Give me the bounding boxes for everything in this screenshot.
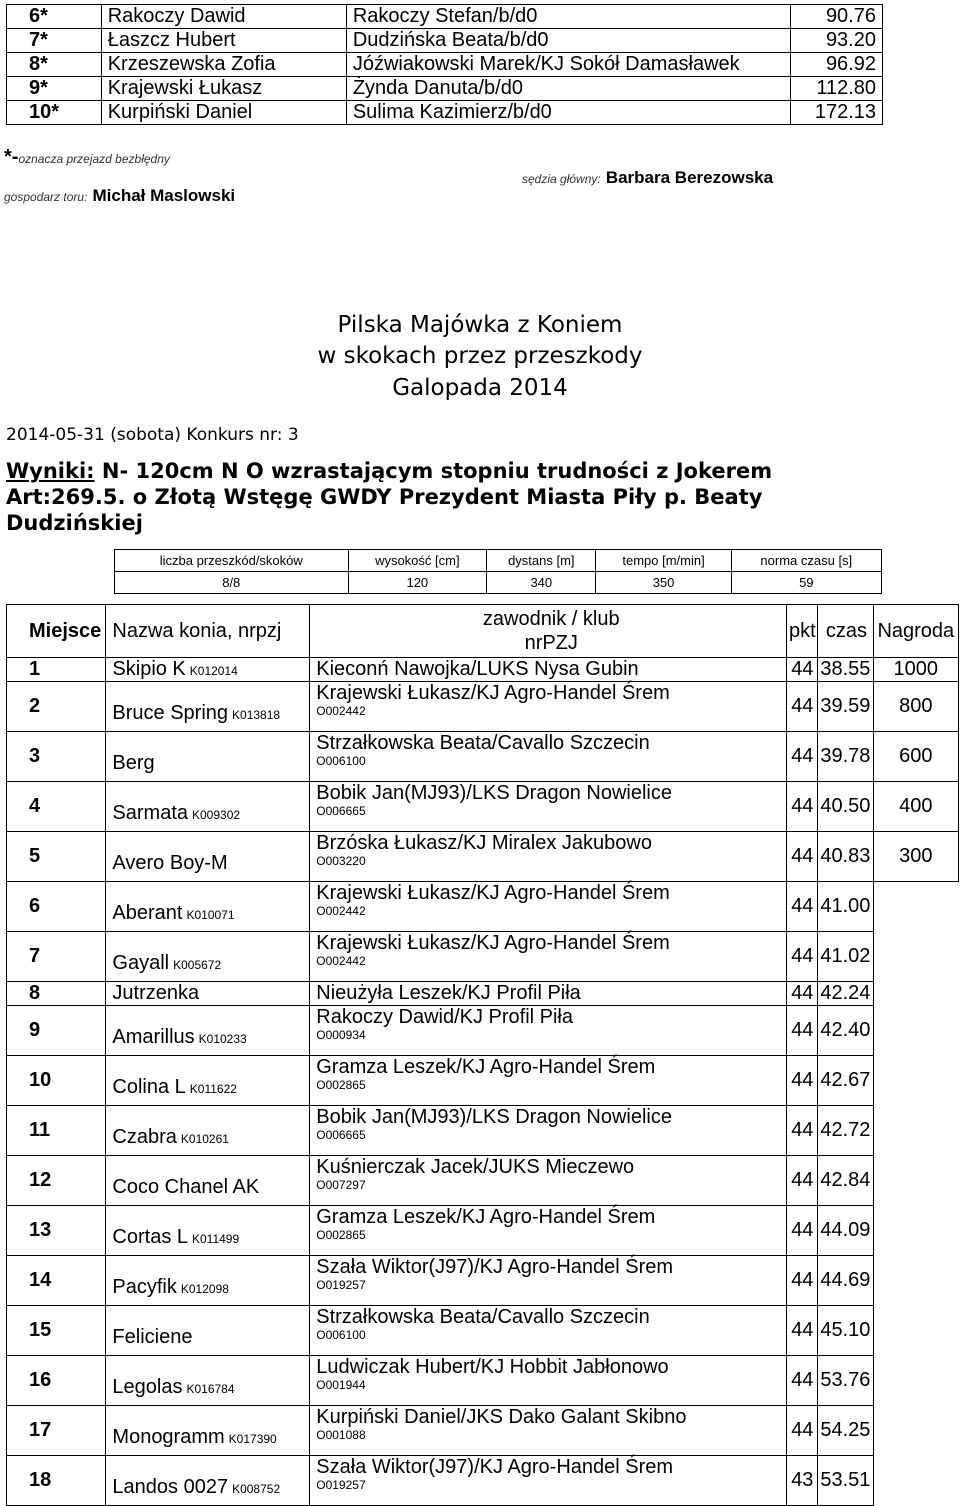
prize-cell: [873, 1106, 958, 1156]
judge-label: sędzia główny:: [522, 172, 601, 186]
time-cell: 42.40: [818, 1006, 873, 1056]
place-cell: 17: [7, 1406, 106, 1456]
place-cell: 8*: [7, 53, 102, 77]
result-row: [7, 1356, 959, 1406]
course-host: [4, 186, 235, 206]
horse-cell: Krajewski Łukasz: [101, 77, 346, 101]
horse-passport-id: K012014: [189, 664, 238, 678]
rider-club: Gramza Leszek/KJ Agro-Handel Śrem: [316, 1056, 656, 1078]
rider-cell: [310, 832, 787, 882]
result-row: [7, 1006, 959, 1056]
result-row: [7, 832, 959, 882]
horse-cell: Rakoczy Dawid: [101, 5, 346, 29]
place-cell: 10: [7, 1056, 106, 1106]
rider-pzj-id: O007297: [316, 1178, 366, 1192]
time-cell: 38.55: [818, 658, 873, 682]
time-cell: 40.50: [818, 782, 873, 832]
rider-club: Nieużyła Leszek/KJ Profil Piła: [316, 982, 581, 1004]
place-cell: 12: [7, 1156, 106, 1206]
rider-cell: [310, 882, 787, 932]
rider-cell: [310, 1256, 787, 1306]
place-cell: 8: [7, 982, 106, 1006]
horse-cell: Krzeszewska Zofia: [101, 53, 346, 77]
place-cell: 9: [7, 1006, 106, 1056]
header-points: pkt: [787, 605, 818, 658]
points-cell: 44: [787, 982, 818, 1006]
place-cell: 14: [7, 1256, 106, 1306]
points-cell: 44: [787, 1256, 818, 1306]
rider-pzj-id: O006665: [316, 1128, 366, 1142]
time-cell: 54.25: [818, 1406, 873, 1456]
horse-cell: [106, 932, 310, 982]
rider-club: Kuśnierczak Jacek/JUKS Mieczewo: [316, 1156, 635, 1178]
rider-club: Strzałkowska Beata/Cavallo Szczecin: [316, 732, 650, 754]
horse-cell: [106, 882, 310, 932]
horse-cell: [106, 1406, 310, 1456]
prize-cell: [873, 1206, 958, 1256]
result-row: [7, 882, 959, 932]
time-cell: 44.69: [818, 1256, 873, 1306]
horse-cell: [106, 658, 310, 682]
points-cell: 43: [787, 1456, 818, 1506]
rider-cell: [310, 1406, 787, 1456]
place-cell: 5: [7, 832, 106, 882]
event-title-line2: w skokach przez przeszkody: [317, 343, 643, 369]
host-name: Michał Maslowski: [92, 186, 236, 205]
horse-cell: [106, 1456, 310, 1506]
horse-passport-id: K012098: [180, 1282, 229, 1296]
result-row: [7, 782, 959, 832]
prize-cell: [873, 982, 958, 1006]
prize-cell: [873, 882, 958, 932]
param-value: 8/8: [115, 572, 349, 594]
place-cell: 2: [7, 682, 106, 732]
rider-club: Krajewski Łukasz/KJ Agro-Handel Śrem: [316, 882, 670, 904]
horse-cell: [106, 982, 310, 1006]
rider-club: Bobik Jan(MJ93)/LKS Dragon Nowielice: [316, 1106, 672, 1128]
horse-cell: [106, 732, 310, 782]
place-cell: 4: [7, 782, 106, 832]
rider-cell: [310, 1206, 787, 1256]
horse-name: Sarmata: [112, 802, 188, 824]
place-cell: 6*: [7, 5, 102, 29]
horse-name: Czabra: [112, 1126, 177, 1148]
horse-cell: Kurpiński Daniel: [101, 101, 346, 125]
points-cell: 44: [787, 1156, 818, 1206]
place-cell: 3: [7, 732, 106, 782]
rider-cell: [310, 782, 787, 832]
horse-name: Landos 0027: [112, 1476, 229, 1498]
host-label: gospodarz toru:: [4, 190, 88, 204]
horse-cell: [106, 782, 310, 832]
rider-cell: [310, 1156, 787, 1206]
horse-cell: [106, 1156, 310, 1206]
result-row: [7, 1206, 959, 1256]
results-body: [7, 658, 959, 1506]
rider-cell: Sulima Kazimierz/b/d0: [346, 101, 790, 125]
horse-passport-id: K010233: [198, 1032, 247, 1046]
result-row: [7, 1306, 959, 1356]
time-cell: 45.10: [818, 1306, 873, 1356]
footnote-star: *-: [4, 146, 19, 168]
prize-cell: 600: [873, 732, 958, 782]
horse-cell: [106, 1056, 310, 1106]
rider-club: Kurpiński Daniel/JKS Dako Galant Skibno: [316, 1406, 687, 1428]
header-prize: Nagroda: [873, 605, 958, 658]
horse-name: Skipio K: [112, 658, 186, 680]
rider-cell: [310, 1306, 787, 1356]
place-cell: 7*: [7, 29, 102, 53]
place-cell: 9*: [7, 77, 102, 101]
horse-passport-id: K011499: [192, 1232, 240, 1246]
points-cell: 44: [787, 1406, 818, 1456]
result-row: [7, 682, 959, 732]
rider-pzj-id: O001088: [316, 1428, 366, 1442]
prize-cell: [873, 1356, 958, 1406]
previous-result-row: [7, 53, 883, 77]
horse-cell: [106, 1106, 310, 1156]
judge-name: Barbara Berezowska: [605, 168, 774, 187]
horse-name: Cortas L: [112, 1226, 188, 1248]
rider-club: Strzałkowska Beata/Cavallo Szczecin: [316, 1306, 650, 1328]
previous-result-row: [7, 29, 883, 53]
rider-club: Kieconń Nawojka/LUKS Nysa Gubin: [316, 658, 639, 680]
time-cell: 42.67: [818, 1056, 873, 1106]
result-row: [7, 932, 959, 982]
rider-pzj-id: O002442: [316, 704, 366, 718]
result-row: [7, 732, 959, 782]
rider-cell: Rakoczy Stefan/b/d0: [346, 5, 790, 29]
horse-passport-id: K010071: [186, 908, 235, 922]
rider-club: Krajewski Łukasz/KJ Agro-Handel Śrem: [316, 682, 670, 704]
param-header: wysokość [cm]: [348, 550, 487, 572]
rider-club: Bobik Jan(MJ93)/LKS Dragon Nowielice: [316, 782, 672, 804]
chief-judge: [522, 168, 773, 188]
prize-cell: [873, 1256, 958, 1306]
rider-cell: [310, 932, 787, 982]
results-header-row: [7, 605, 959, 658]
result-row: [7, 1406, 959, 1456]
results-heading: [6, 458, 956, 536]
time-cell: 41.02: [818, 932, 873, 982]
horse-cell: [106, 1356, 310, 1406]
rider-pzj-id: O019257: [316, 1278, 366, 1292]
param-header: tempo [m/min]: [596, 550, 731, 572]
rider-cell: [310, 1056, 787, 1106]
header-time: czas: [818, 605, 873, 658]
rider-club: Rakoczy Dawid/KJ Profil Piła: [316, 1006, 573, 1028]
time-cell: 41.00: [818, 882, 873, 932]
place-cell: 11: [7, 1106, 106, 1156]
result-row: [7, 1056, 959, 1106]
horse-passport-id: K016784: [186, 1382, 235, 1396]
param-value: 340: [487, 572, 596, 594]
rider-cell: [310, 982, 787, 1006]
rider-cell: [310, 1006, 787, 1056]
points-cell: 44: [787, 832, 818, 882]
place-cell: 10*: [7, 101, 102, 125]
points-cell: 44: [787, 682, 818, 732]
rider-pzj-id: O006665: [316, 804, 366, 818]
class-description: N- 120cm N O wzrastającym stopniu trudności z Jokerem: [94, 459, 773, 483]
place-cell: 16: [7, 1356, 106, 1406]
horse-name: Coco Chanel AK: [112, 1176, 260, 1198]
result-row: [7, 1156, 959, 1206]
time-cell: 42.72: [818, 1106, 873, 1156]
prize-cell: 400: [873, 782, 958, 832]
rider-pzj-id: O002865: [316, 1078, 366, 1092]
horse-name: Colina L: [112, 1076, 186, 1098]
time-cell: 96.92: [791, 53, 883, 77]
time-cell: 112.80: [791, 77, 883, 101]
prize-cell: 800: [873, 682, 958, 732]
class-article: Art:269.5. o Złotą Wstęgę GWDY Prezydent Miasta Piły p. Beaty: [6, 485, 763, 509]
points-cell: 44: [787, 882, 818, 932]
rider-club: Brzóska Łukasz/KJ Miralex Jakubowo: [316, 832, 652, 854]
param-header: norma czasu [s]: [731, 550, 881, 572]
rider-cell: [310, 682, 787, 732]
horse-cell: [106, 832, 310, 882]
points-cell: 44: [787, 1006, 818, 1056]
time-cell: 42.84: [818, 1156, 873, 1206]
param-header: dystans [m]: [487, 550, 596, 572]
param-value: 120: [348, 572, 487, 594]
rider-pzj-id: O006100: [316, 754, 366, 768]
params-header-row: [115, 550, 882, 572]
course-parameters-table: [114, 549, 882, 594]
time-cell: 90.76: [791, 5, 883, 29]
rider-pzj-id: O002865: [316, 1228, 366, 1242]
previous-results-table: [6, 4, 883, 125]
rider-pzj-id: O002442: [316, 904, 366, 918]
prize-cell: [873, 1406, 958, 1456]
params-values-row: [115, 572, 882, 594]
param-value: 350: [596, 572, 731, 594]
competition-date: 2014-05-31 (sobota) Konkurs nr: 3: [6, 425, 299, 445]
results-table: [6, 604, 959, 1506]
horse-passport-id: K017390: [228, 1432, 277, 1446]
place-cell: 6: [7, 882, 106, 932]
rider-cell: Dudzińska Beata/b/d0: [346, 29, 790, 53]
time-cell: 44.09: [818, 1206, 873, 1256]
result-row: [7, 1106, 959, 1156]
time-cell: 172.13: [791, 101, 883, 125]
horse-cell: [106, 1306, 310, 1356]
header-rider-line2: nrPZJ: [524, 632, 578, 654]
rider-pzj-id: O003220: [316, 854, 366, 868]
horse-cell: [106, 1256, 310, 1306]
rider-cell: [310, 1106, 787, 1156]
prize-cell: [873, 1006, 958, 1056]
horse-name: Feliciene: [112, 1326, 193, 1348]
place-cell: 13: [7, 1206, 106, 1256]
horse-name: Avero Boy-M: [112, 852, 228, 874]
time-cell: 93.20: [791, 29, 883, 53]
horse-passport-id: K010261: [180, 1132, 229, 1146]
horse-cell: [106, 682, 310, 732]
prize-cell: [873, 1156, 958, 1206]
rider-club: Ludwiczak Hubert/KJ Hobbit Jabłonowo: [316, 1356, 669, 1378]
horse-passport-id: K008752: [232, 1482, 281, 1496]
rider-club: Szała Wiktor(J97)/KJ Agro-Handel Śrem: [316, 1456, 674, 1478]
horse-passport-id: K005672: [173, 958, 222, 972]
points-cell: 44: [787, 1206, 818, 1256]
horse-name: Legolas: [112, 1376, 183, 1398]
param-header: liczba przeszkód/skoków: [115, 550, 349, 572]
rider-cell: [310, 732, 787, 782]
rider-pzj-id: O002442: [316, 954, 366, 968]
rider-cell: [310, 1456, 787, 1506]
horse-name: Berg: [112, 752, 155, 774]
prize-cell: 1000: [873, 658, 958, 682]
points-cell: 44: [787, 1106, 818, 1156]
prize-cell: [873, 1306, 958, 1356]
prize-cell: 300: [873, 832, 958, 882]
time-cell: 39.78: [818, 732, 873, 782]
horse-name: Bruce Spring: [112, 702, 229, 724]
points-cell: 44: [787, 1306, 818, 1356]
rider-pzj-id: O019257: [316, 1478, 366, 1492]
header-rider-line1: zawodnik / klub: [482, 608, 620, 630]
points-cell: 44: [787, 732, 818, 782]
points-cell: 44: [787, 1356, 818, 1406]
horse-cell: [106, 1206, 310, 1256]
results-label: Wyniki:: [6, 459, 95, 483]
horse-name: Amarillus: [112, 1026, 195, 1048]
rider-pzj-id: O001944: [316, 1378, 366, 1392]
place-cell: 18: [7, 1456, 106, 1506]
rider-pzj-id: O000934: [316, 1028, 366, 1042]
rider-cell: Żynda Danuta/b/d0: [346, 77, 790, 101]
points-cell: 44: [787, 658, 818, 682]
place-cell: 1: [7, 658, 106, 682]
rider-club: Gramza Leszek/KJ Agro-Handel Śrem: [316, 1206, 656, 1228]
previous-result-row: [7, 101, 883, 125]
prize-cell: [873, 1456, 958, 1506]
points-cell: 44: [787, 1056, 818, 1106]
place-cell: 7: [7, 932, 106, 982]
previous-results-body: [7, 5, 883, 125]
footnote-text: oznacza przejazd bezbłędny: [18, 152, 170, 166]
rider-pzj-id: O006100: [316, 1328, 366, 1342]
horse-cell: [106, 1006, 310, 1056]
header-place: Miejsce: [7, 605, 106, 658]
horse-name: Aberant: [112, 902, 183, 924]
class-sponsor: Dudzińskiej: [6, 511, 143, 535]
horse-name: Pacyfik: [112, 1276, 177, 1298]
header-rider: [310, 605, 787, 658]
result-row: [7, 658, 959, 682]
prize-cell: [873, 1056, 958, 1106]
horse-passport-id: K009302: [192, 808, 241, 822]
time-cell: 39.59: [818, 682, 873, 732]
horse-passport-id: K011622: [189, 1082, 237, 1096]
points-cell: 44: [787, 782, 818, 832]
param-value: 59: [731, 572, 881, 594]
horse-name: Jutrzenka: [112, 982, 200, 1004]
time-cell: 42.24: [818, 982, 873, 1006]
rider-cell: [310, 658, 787, 682]
event-title-line3: Galopada 2014: [392, 375, 568, 401]
rider-club: Szała Wiktor(J97)/KJ Agro-Handel Śrem: [316, 1256, 674, 1278]
horse-name: Monogramm: [112, 1426, 225, 1448]
rider-cell: [310, 1356, 787, 1406]
horse-name: Gayall: [112, 952, 170, 974]
clean-round-footnote: [4, 146, 170, 169]
previous-result-row: [7, 77, 883, 101]
points-cell: 44: [787, 932, 818, 982]
header-horse: Nazwa konia, nrpzj: [106, 605, 310, 658]
rider-club: Krajewski Łukasz/KJ Agro-Handel Śrem: [316, 932, 670, 954]
time-cell: 40.83: [818, 832, 873, 882]
prize-cell: [873, 932, 958, 982]
result-row: [7, 1456, 959, 1506]
rider-cell: Jóźwiakowski Marek/KJ Sokół Damasławek: [346, 53, 790, 77]
horse-cell: Łaszcz Hubert: [101, 29, 346, 53]
result-row: [7, 982, 959, 1006]
time-cell: 53.51: [818, 1456, 873, 1506]
place-cell: 15: [7, 1306, 106, 1356]
time-cell: 53.76: [818, 1356, 873, 1406]
previous-result-row: [7, 5, 883, 29]
event-title-line1: Pilska Majówka z Koniem: [337, 312, 623, 338]
result-row: [7, 1256, 959, 1306]
horse-passport-id: K013818: [232, 708, 281, 722]
